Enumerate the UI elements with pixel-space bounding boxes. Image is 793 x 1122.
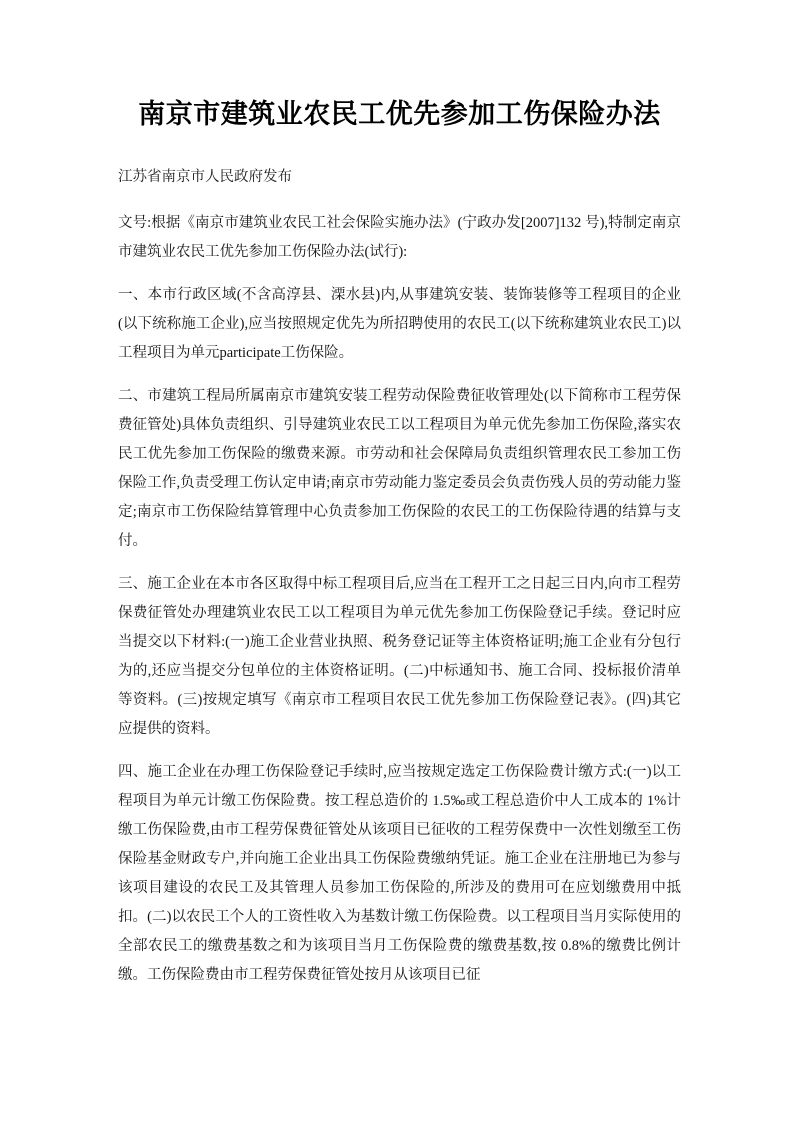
document-paragraph: 文号:根据《南京市建筑业农民工社会保险实施办法》(宁政办发[2007]132 号),特制定南京市建筑业农民工优先参加工伤保险办法(试行):: [118, 215, 681, 261]
page-title: 南京市建筑业农民工优先参加工伤保险办法: [138, 99, 661, 129]
document-paragraph: 二、市建筑工程局所属南京市建筑安装工程劳动保险费征收管理处(以下简称市工程劳保费征管处)具体负责组织、引导建筑业农民工以工程项目为单元优先参加工伤保险,落实农民工优先参加工伤保险的缴费来源。市劳动和社会保障局负责组织管理农民工参加工伤保险工作,负责受理工伤认定申请;南京市劳动能力鉴定委员会负责伤残人员的劳动能力鉴定;南京市工伤保险结算管理中心负责参加工伤保险的农民工的工伤保险待遇的结算与支付。: [118, 388, 681, 550]
document-paragraph: 一、本市行政区域(不含高淳县、溧水县)内,从事建筑安装、装饰装修等工程项目的企业(以下统称施工企业),应当按照规定优先为所招聘使用的农民工(以下统称建筑业农民工)以工程项目为单元participate工伤保险。: [118, 287, 681, 362]
document-paragraph: 四、施工企业在办理工伤保险登记手续时,应当按规定选定工伤保险费计缴方式:(一)以工程项目为单元计缴工伤保险费。按工程总造价的 1.5‰或工程总造价中人工成本的 1%计缴工伤保险费,由市工程劳保费征管处从该项目已征收的工程劳保费中一次性划缴至工伤保险基金财政专户,并向施工企业出具工伤保险费缴纳凭证。施工企业在注册地已为参与该项目建设的农民工及其管理人员参加工伤保险的,所涉及的费用可在应划缴费用中抵扣。(二)以农民工个人的工资性收入为基数计缴工伤保险费。以工程项目当月实际使用的全部农民工的缴费基数之和为该项目当月工伤保险费的缴费基数,按 0.8%的缴费比例计缴。工伤保险费由市工程劳保费征管处按月从该项目已征: [118, 764, 681, 984]
document-publisher: 江苏省南京市人民政府发布: [118, 168, 292, 185]
document-paragraph: 三、施工企业在本市各区取得中标工程项目后,应当在工程开工之日起三日内,向市工程劳保费征管处办理建筑业农民工以工程项目为单元优先参加工伤保险登记手续。登记时应当提交以下材料:(一)施工企业营业执照、税务登记证等主体资格证明;施工企业有分包行为的,还应当提交分包单位的主体资格证明。(二)中标通知书、施工合同、投标报价清单等资料。(三)按规定填写《南京市工程项目农民工优先参加工伤保险登记表》。(四)其它应提供的资料。: [118, 576, 681, 738]
